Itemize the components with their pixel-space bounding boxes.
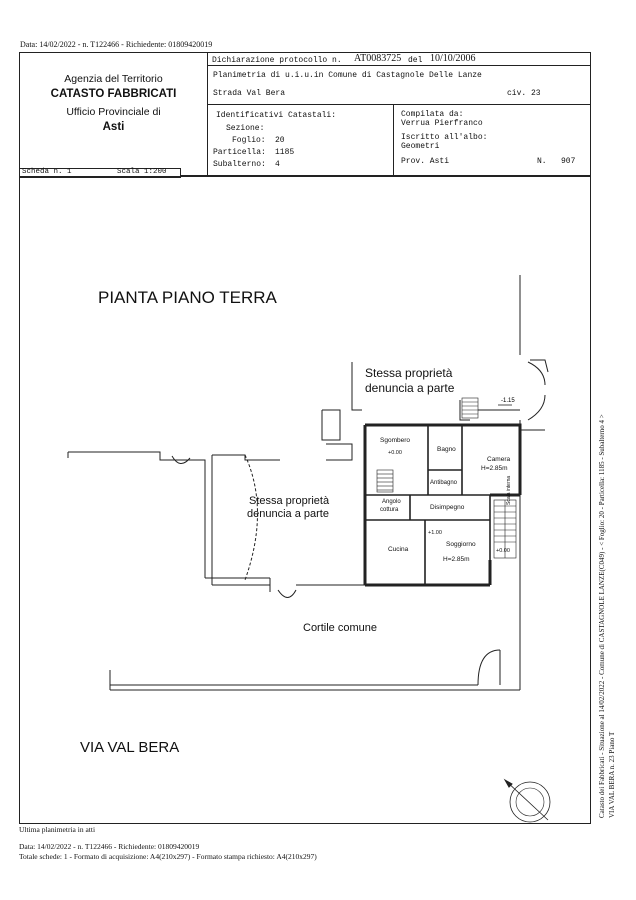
agency-province: Asti [102,121,125,133]
same-property-1-line1: Stessa proprietà [365,366,453,380]
compiled-label: Compilata da: [401,110,464,119]
particella-value: 1185 [275,148,295,157]
foglio-label: Foglio: [232,136,266,145]
same-property-2-line1: Stessa proprietà [249,495,330,507]
room-camera: Camera [487,456,511,463]
subalterno-label: Subalterno: [213,160,266,169]
footer-last-plan: Ultima planimetria in atti [19,825,96,834]
particella-label: Particella: [213,148,266,157]
compiled-name: Verrua Pierfranco [401,119,483,128]
scheda-number: Scheda n. 1 [22,168,72,176]
room-disimpegno: Disimpegno [430,504,465,511]
room-bagno: Bagno [437,446,456,453]
street-line: Strada Val Bera [213,89,286,98]
identifiers-title: Identificativi Catastali: [216,111,337,120]
room-camera-height: H=2.85m [481,465,508,472]
room-scala-level: +0.00 [496,548,510,554]
same-property-1-line2: denuncia a parte [365,381,455,395]
top-request-line: Data: 14/02/2022 - n. T122466 - Richiedente: 01809420019 [20,40,213,49]
room-angolo-cottura-2: cottura [380,507,399,513]
room-cucina: Cucina [388,546,409,553]
declaration-label: Dichiarazione protocollo n. [212,56,342,65]
civic-number: civ. 23 [507,89,541,98]
declaration-date-label: del [408,56,423,65]
registered-label: Iscritto all'albo: [401,133,488,142]
foglio-value: 20 [275,136,285,145]
room-antibagno: Antibagno [430,480,458,486]
registered-value: Geometri [401,142,440,151]
room-angolo-cottura-1: Angolo [382,499,401,505]
footer-totals-line: Totale schede: 1 - Formato di acquisizione: A4(210x297) - Formato stampa richiesto: A4(210x297) [19,852,317,861]
room-scala-interna: Scala interna [506,475,512,505]
room-cucina-level: +1.00 [428,530,442,536]
plan-title: PIANTA PIANO TERRA [98,288,277,307]
sezione-label: Sezione: [226,124,265,133]
agency-office: Ufficio Provinciale di [66,106,161,118]
scale-label: Scala 1:200 [117,168,167,176]
level-top: -1.15 [501,398,515,404]
room-soggiorno: Soggiorno [446,541,476,548]
planimetry-line: Planimetria di u.i.u.in Comune di Castagnole Delle Lanze [213,71,482,80]
subalterno-value: 4 [275,160,280,169]
agency-name: Agenzia del Territorio [64,73,163,85]
n-label: N. [537,157,547,166]
room-sgombero: Sgombero [380,437,410,444]
room-sgombero-level: +0.00 [388,450,402,456]
courtyard-label: Cortile comune [303,622,377,634]
declaration-date: 10/10/2006 [430,53,476,64]
footer-data-line: Data: 14/02/2022 - n. T122466 - Richiedente: 01809420019 [19,842,200,851]
room-soggiorno-height: H=2.85m [443,556,470,563]
street-name-label: VIA VAL BERA [80,739,180,756]
declaration-number: AT0083725 [354,53,402,64]
n-value: 907 [561,157,576,166]
side-text-line2: VIA VAL BERA n. 23 Piano T [608,731,616,818]
province-label: Prov. Asti [401,157,450,166]
side-text-line1: Catasto dei Fabbricati - Situazione al 14/02/2022 - Comune di CASTAGNOLE LANZE(C049) - < Foglio: 20 - Particella: 1185 - Subalterno 4 > [598,414,606,818]
same-property-2-line2: denuncia a parte [247,508,329,520]
catasto-title: CATASTO FABBRICATI [50,88,177,100]
